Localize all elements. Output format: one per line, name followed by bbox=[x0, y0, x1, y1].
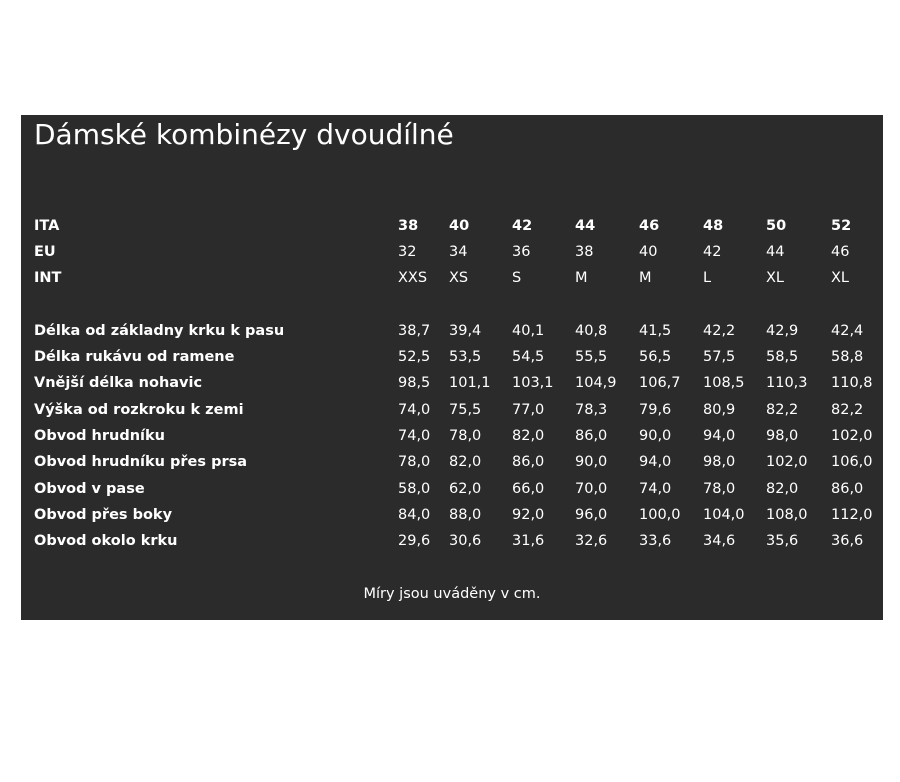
table-cell: XL bbox=[766, 270, 785, 286]
table-cell: 106,0 bbox=[831, 454, 873, 470]
table-cell: 40,1 bbox=[512, 323, 545, 339]
table-cell: 33,6 bbox=[639, 533, 672, 549]
table-cell: 94,0 bbox=[703, 428, 736, 444]
table-cell: 100,0 bbox=[639, 507, 681, 523]
table-cell: 36 bbox=[512, 244, 531, 260]
table-cell: 53,5 bbox=[449, 349, 482, 365]
measurement-row bbox=[21, 344, 883, 370]
table-cell: 32 bbox=[398, 244, 417, 260]
table-cell: 29,6 bbox=[398, 533, 431, 549]
row-label: EU bbox=[34, 244, 56, 260]
table-cell: 98,0 bbox=[703, 454, 736, 470]
table-cell: 78,3 bbox=[575, 402, 608, 418]
table-cell: 52 bbox=[831, 218, 852, 234]
table-cell: 62,0 bbox=[449, 481, 482, 497]
units-note: Míry jsou uváděny v cm. bbox=[363, 586, 541, 602]
table-cell: 32,6 bbox=[575, 533, 608, 549]
table-cell: 104,9 bbox=[575, 375, 617, 391]
table-cell: 74,0 bbox=[639, 481, 672, 497]
row-label: Obvod v pase bbox=[34, 481, 145, 497]
table-cell: 40,8 bbox=[575, 323, 608, 339]
table-cell: 66,0 bbox=[512, 481, 545, 497]
table-cell: 112,0 bbox=[831, 507, 873, 523]
table-cell: 57,5 bbox=[703, 349, 736, 365]
row-label: Obvod přes boky bbox=[34, 507, 173, 523]
row-label: Obvod hrudníku bbox=[34, 428, 165, 444]
table-cell: 82,0 bbox=[766, 481, 799, 497]
table-cell: 82,0 bbox=[512, 428, 545, 444]
table-cell: 78,0 bbox=[703, 481, 736, 497]
table-cell: 98,5 bbox=[398, 375, 431, 391]
measurement-row bbox=[21, 370, 883, 396]
table-cell: 46 bbox=[639, 218, 660, 234]
measurement-row bbox=[21, 423, 883, 449]
table-cell: 79,6 bbox=[639, 402, 672, 418]
table-cell: 110,3 bbox=[766, 375, 808, 391]
row-label: Délka rukávu od ramene bbox=[34, 349, 235, 365]
table-cell: XXS bbox=[398, 270, 428, 286]
table-cell: 103,1 bbox=[512, 375, 554, 391]
table-cell: 96,0 bbox=[575, 507, 608, 523]
table-cell: 42 bbox=[703, 244, 722, 260]
table-cell: 48 bbox=[703, 218, 724, 234]
table-cell: 98,0 bbox=[766, 428, 799, 444]
table-cell: 35,6 bbox=[766, 533, 799, 549]
table-cell: M bbox=[639, 270, 652, 286]
table-cell: 86,0 bbox=[831, 481, 864, 497]
size-chart-panel bbox=[21, 115, 883, 620]
table-cell: 38 bbox=[575, 244, 594, 260]
table-cell: 102,0 bbox=[831, 428, 873, 444]
page-title: Dámské kombinézy dvoudílné bbox=[34, 118, 454, 151]
table-cell: S bbox=[512, 270, 522, 286]
row-label: INT bbox=[34, 270, 62, 286]
table-cell: 108,0 bbox=[766, 507, 808, 523]
table-cell: M bbox=[575, 270, 588, 286]
row-label: Výška od rozkroku k zemi bbox=[34, 402, 244, 418]
table-cell: XS bbox=[449, 270, 469, 286]
measurement-row bbox=[21, 476, 883, 502]
table-cell: 77,0 bbox=[512, 402, 545, 418]
table-cell: 86,0 bbox=[512, 454, 545, 470]
row-label: Obvod okolo krku bbox=[34, 533, 178, 549]
table-cell: 80,9 bbox=[703, 402, 736, 418]
table-cell: 102,0 bbox=[766, 454, 808, 470]
table-cell: 86,0 bbox=[575, 428, 608, 444]
table-cell: 90,0 bbox=[639, 428, 672, 444]
table-cell: 84,0 bbox=[398, 507, 431, 523]
table-cell: 82,0 bbox=[449, 454, 482, 470]
table-cell: 101,1 bbox=[449, 375, 491, 391]
table-cell: 42,2 bbox=[703, 323, 736, 339]
table-cell: 90,0 bbox=[575, 454, 608, 470]
table-cell: 34,6 bbox=[703, 533, 736, 549]
measurement-row bbox=[21, 318, 883, 344]
table-cell: 58,0 bbox=[398, 481, 431, 497]
table-cell: 78,0 bbox=[398, 454, 431, 470]
row-label: Obvod hrudníku přes prsa bbox=[34, 454, 248, 470]
table-cell: 74,0 bbox=[398, 402, 431, 418]
table-cell: 34 bbox=[449, 244, 468, 260]
table-cell: 56,5 bbox=[639, 349, 672, 365]
table-cell: 106,7 bbox=[639, 375, 681, 391]
measurement-row bbox=[21, 528, 883, 554]
table-cell: 75,5 bbox=[449, 402, 482, 418]
table-cell: 58,8 bbox=[831, 349, 864, 365]
table-cell: 38,7 bbox=[398, 323, 431, 339]
table-cell: 44 bbox=[766, 244, 785, 260]
table-cell: 104,0 bbox=[703, 507, 745, 523]
row-label: Délka od základny krku k pasu bbox=[34, 323, 285, 339]
measurement-row bbox=[21, 397, 883, 423]
table-cell: 40 bbox=[639, 244, 658, 260]
table-cell: L bbox=[703, 270, 712, 286]
table-cell: 54,5 bbox=[512, 349, 545, 365]
table-cell: 70,0 bbox=[575, 481, 608, 497]
table-cell: 88,0 bbox=[449, 507, 482, 523]
table-cell: 46 bbox=[831, 244, 850, 260]
table-cell: 31,6 bbox=[512, 533, 545, 549]
table-cell: 41,5 bbox=[639, 323, 672, 339]
row-label: ITA bbox=[34, 218, 60, 234]
measurement-row bbox=[21, 449, 883, 475]
table-cell: XL bbox=[831, 270, 850, 286]
table-cell: 30,6 bbox=[449, 533, 482, 549]
table-cell: 82,2 bbox=[766, 402, 799, 418]
measurement-row bbox=[21, 502, 883, 528]
row-label: Vnější délka nohavic bbox=[34, 375, 203, 391]
table-cell: 92,0 bbox=[512, 507, 545, 523]
table-cell: 36,6 bbox=[831, 533, 864, 549]
table-cell: 38 bbox=[398, 218, 419, 234]
table-cell: 50 bbox=[766, 218, 787, 234]
table-cell: 78,0 bbox=[449, 428, 482, 444]
table-cell: 42,9 bbox=[766, 323, 799, 339]
size-row bbox=[21, 239, 883, 265]
table-cell: 44 bbox=[575, 218, 596, 234]
table-cell: 108,5 bbox=[703, 375, 745, 391]
table-cell: 58,5 bbox=[766, 349, 799, 365]
size-row bbox=[21, 213, 883, 239]
table-cell: 52,5 bbox=[398, 349, 431, 365]
table-cell: 94,0 bbox=[639, 454, 672, 470]
table-cell: 40 bbox=[449, 218, 470, 234]
size-row bbox=[21, 265, 883, 291]
table-cell: 42,4 bbox=[831, 323, 864, 339]
table-cell: 110,8 bbox=[831, 375, 873, 391]
table-cell: 74,0 bbox=[398, 428, 431, 444]
table-cell: 39,4 bbox=[449, 323, 482, 339]
table-cell: 42 bbox=[512, 218, 533, 234]
table-cell: 82,2 bbox=[831, 402, 864, 418]
table-cell: 55,5 bbox=[575, 349, 608, 365]
